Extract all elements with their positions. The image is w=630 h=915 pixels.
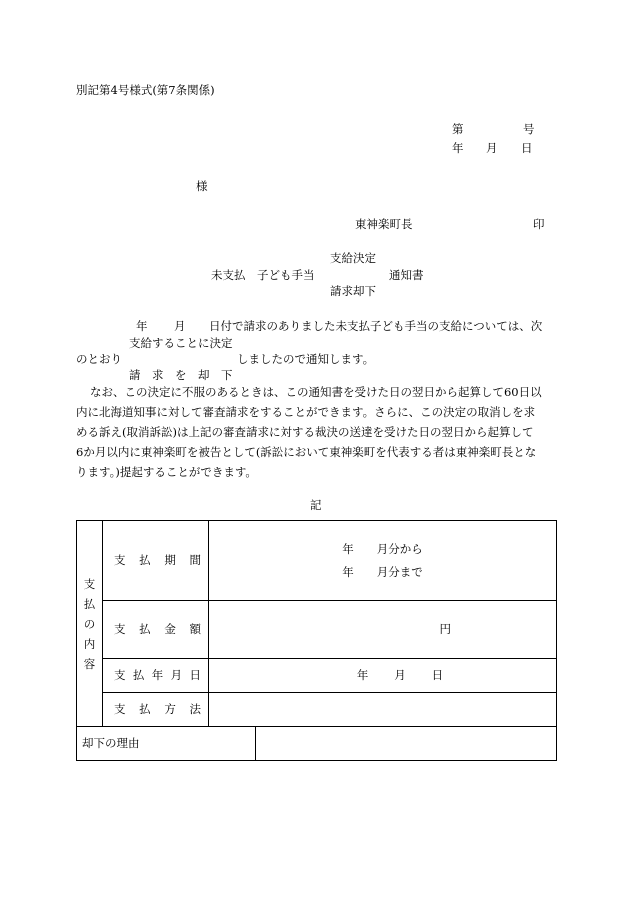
payment-method-value[interactable] [209,693,557,727]
seal-mark: 印 [533,217,545,231]
row-amount [77,601,557,659]
period-value[interactable] [209,521,557,601]
body-month: 月 [174,319,186,333]
period-from: 年 月分から [342,541,423,556]
payment-date-value[interactable]: 年 月 日 [209,659,557,693]
title-option-reject: 請求却下 [330,284,376,298]
title-prefix: 未支払 子ども手当 [211,268,315,282]
reject-reason-value[interactable] [256,727,557,761]
payment-method-label: 支 払 方 法 [103,693,209,727]
appeal-line-2: 内に北海道知事に対して審査請求をすることができます。さらに、この決定の取消しを求 [76,405,536,419]
payment-table [76,520,557,761]
title-option-decision: 支給決定 [330,251,376,265]
title-suffix: 通知書 [389,268,424,282]
amount-label: 支 払 金 額 [103,601,209,659]
appeal-line-3: める訴え(取消訴訟)は上記の審査請求に対する裁決の送達を受けた日の翌日から起算して [76,425,534,439]
appeal-line-4: 6か月以内に東神楽町を被告として(訴訟において東神楽町を代表する者は東神楽町長とな [76,445,537,459]
body-line2-suffix: しましたので通知します。 [237,352,375,366]
yen-unit: 円 [439,621,451,636]
body-year: 年 [136,319,148,333]
number-suffix: 号 [523,122,535,136]
appeal-line-1: なお、この決定に不服のあるときは、この通知書を受けた日の翌日から起算して60日以 [90,385,542,399]
period-to: 年 月分まで [342,564,423,579]
date-day: 日 [521,141,533,155]
row-method [77,693,557,727]
body-option-reject: 請 求 を 却 下 [129,368,233,382]
date-month: 月 [486,141,498,155]
form-title: 別記第4号様式(第7条関係) [76,83,215,97]
appeal-line-5: ります。)提起することができます。 [76,465,257,479]
group-label-payment-content: 支 払 の 内 容 [77,521,103,727]
body-option-decision: 支給することに決定 [129,336,233,350]
issuer-name: 東神楽町長 [355,217,413,231]
body-line1: 日付で請求のありました未支払子ども手当の支給については、次 [209,319,543,333]
row-payment-date [77,659,557,693]
reject-reason-label: 却下の理由 [77,727,256,761]
row-reject-reason [77,727,557,761]
number-prefix: 第 [452,122,464,136]
row-period [77,521,557,601]
payment-date-label: 支 払 年 月 日 [103,659,209,693]
period-label: 支 払 期 間 [103,521,209,601]
date-year: 年 [452,141,464,155]
body-line2-prefix: のとおり [76,352,122,366]
addressee-suffix: 様 [196,179,208,193]
amount-value[interactable] [209,601,557,659]
ki-heading: 記 [310,498,322,512]
